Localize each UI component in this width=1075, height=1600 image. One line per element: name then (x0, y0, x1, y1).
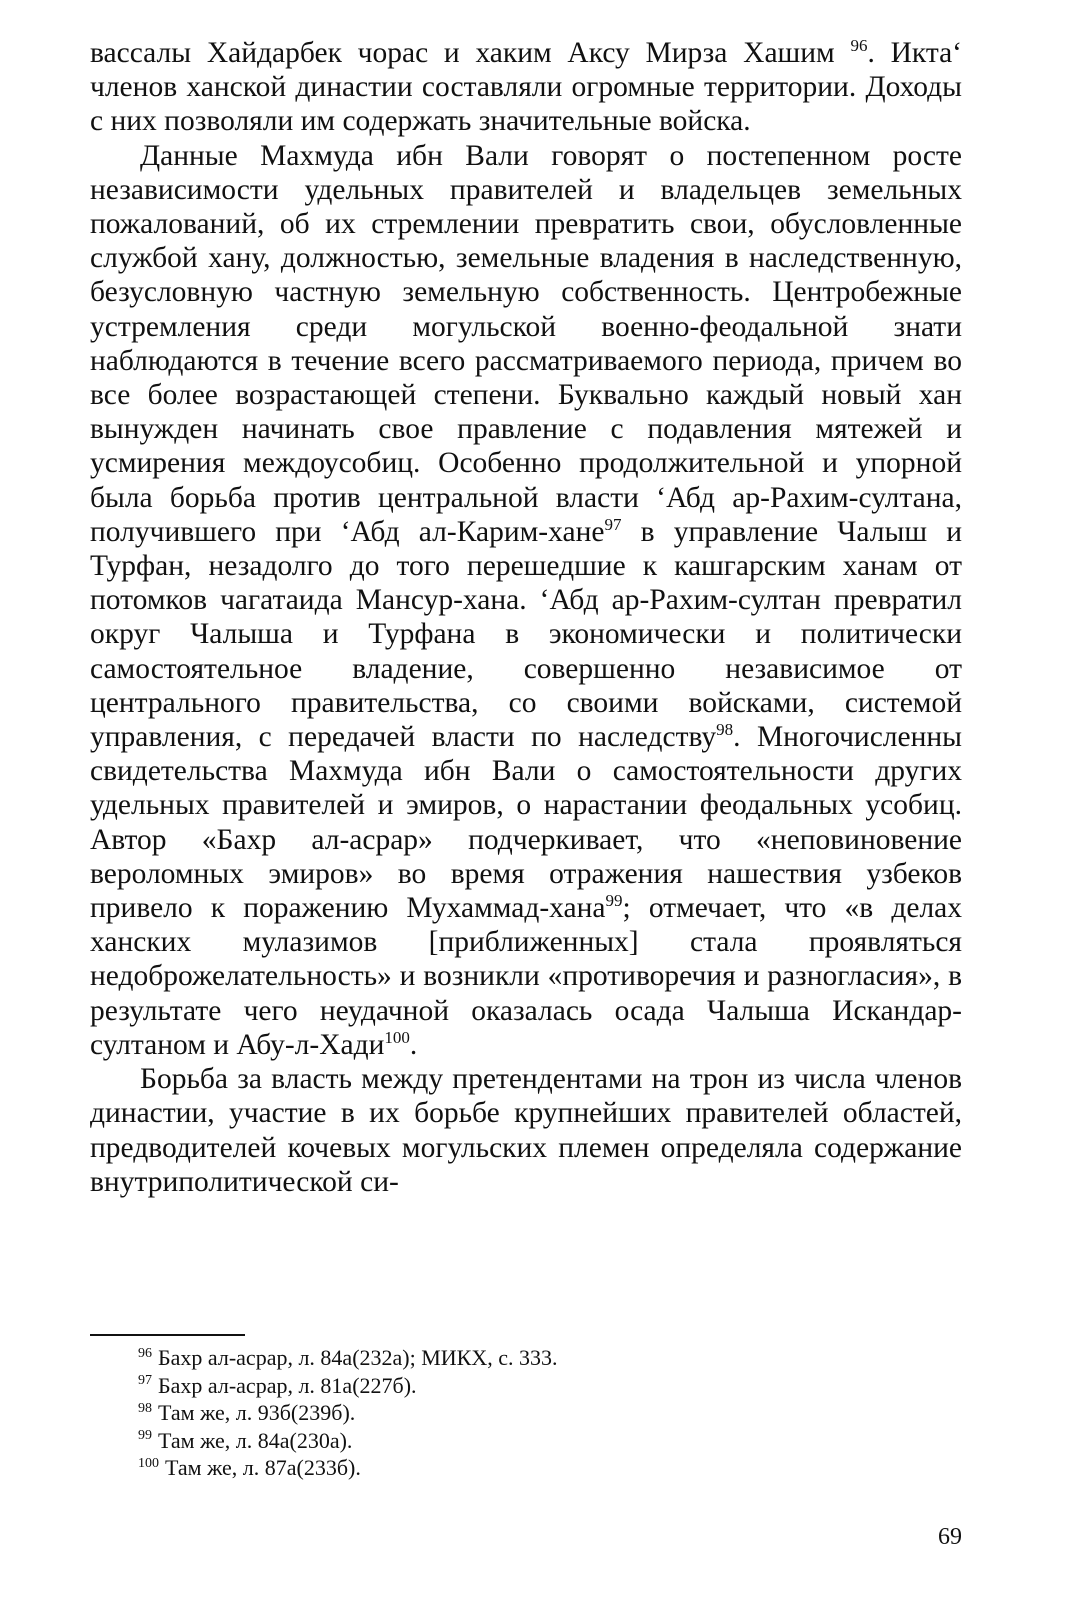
footnote-ref: 97 (604, 515, 622, 535)
footnote-text: Там же, л. 84а(230а). (158, 1427, 353, 1453)
footnote (138, 1344, 558, 1372)
footnote-text: Там же, л. 93б(239б). (158, 1400, 356, 1425)
footnote-number: 97 (138, 1373, 152, 1389)
book-page (90, 36, 962, 1576)
main-text (90, 36, 962, 1199)
footnote-ref: 96 (850, 36, 868, 56)
footnote-divider (90, 1334, 245, 1336)
footnote-ref: 100 (384, 1028, 410, 1048)
text-run: Данные Махмуда ибн Вали говорят о постепенном росте независимости удельных правителей и владельцев земельных пожалований, об их стремлении превратить свои, обусловленные службой хану, должностью, земельные владения в наследственную, безусловную частную земельную собственность. Центробежные устремления среди могульской военно-феодальной знати наблюдаются в течение всего рассматриваемого периода, причем во все более возрастающей степени. Буквально каждый новый хан вынужден начинать свое правление с подавления мятежей и усмирения междоусобиц. Особенно продолжительной и упорной была борьба против центральной власти ‘Абд ар-Рахим-султана, получившего при ‘Абд ал-Карим-хане (90, 139, 962, 548)
paragraph (90, 36, 962, 139)
paragraph (90, 1062, 962, 1199)
footnote-ref: 98 (716, 720, 734, 740)
paragraph (90, 139, 962, 1062)
text-run: вассалы Хайдарбек чорас и хаким Аксу Мирза Хашим (90, 37, 851, 69)
page-number: 69 (938, 1524, 962, 1550)
footnote-text: Там же, л. 87а(233б). (165, 1455, 361, 1480)
footnote (138, 1372, 558, 1400)
text-run: . Многочисленны свидетельства Махмуда ибн Вали о самостоятельности других удельных правителей и эмиров, о нарастании феодальных усобиц. Автор «Бахр ал-асрар» подчеркивает, что «неповиновение вероломных эмиров» во время отражения нашествия узбеков привело к поражению Мухаммад-хана (90, 721, 962, 925)
footnote-ref: 99 (605, 891, 623, 911)
footnote (138, 1454, 558, 1482)
footnote-text: Бахр ал-асрар, л. 81а(227б). (158, 1372, 417, 1398)
footnote-number: 98 (138, 1400, 152, 1416)
footnote-text: Бахр ал-асрар, л. 84а(232а); МИКХ, с. 333. (158, 1345, 558, 1370)
text-run: ; отмечает, что «в делах ханских мулазимов [приближенных] стала проявляться недоброжелательность» и возникли «противоречия и разногласия», в результате чего неудачной оказалась осада Чалыша Искандар-султаном и Абу-л-Хади (90, 892, 963, 1061)
text-run: . (409, 1028, 418, 1061)
footnote (138, 1427, 558, 1455)
footnotes (138, 1344, 558, 1482)
footnote-number: 99 (138, 1428, 152, 1444)
footnote-number: 96 (138, 1345, 152, 1361)
text-run: . Икта‘ членов ханской династии составляли огромные территории. Доходы с них позволяли им содержать значительные войска. (90, 37, 963, 138)
footnote (138, 1399, 558, 1427)
footnote-number: 100 (138, 1455, 159, 1471)
text-run: Борьба за власть между претендентами на трон из числа членов династии, участие в их борьбе крупнейших правителей областей, предводителей кочевых могульских племен определяла содержание внутриполитической си- (90, 1063, 962, 1198)
text-run: в управление Чалыш и Турфан, незадолго до того перешедшие к кашгарским ханам от потомков чагатаида Мансур-хана. ‘Абд ар-Рахим-султан превратил округ Чалыша и Турфана в экономически и политически самостоятельное владение, совершенно независимое от центрального правительства, со своими войсками, системой управления, с передачей власти по наследству (90, 515, 962, 754)
